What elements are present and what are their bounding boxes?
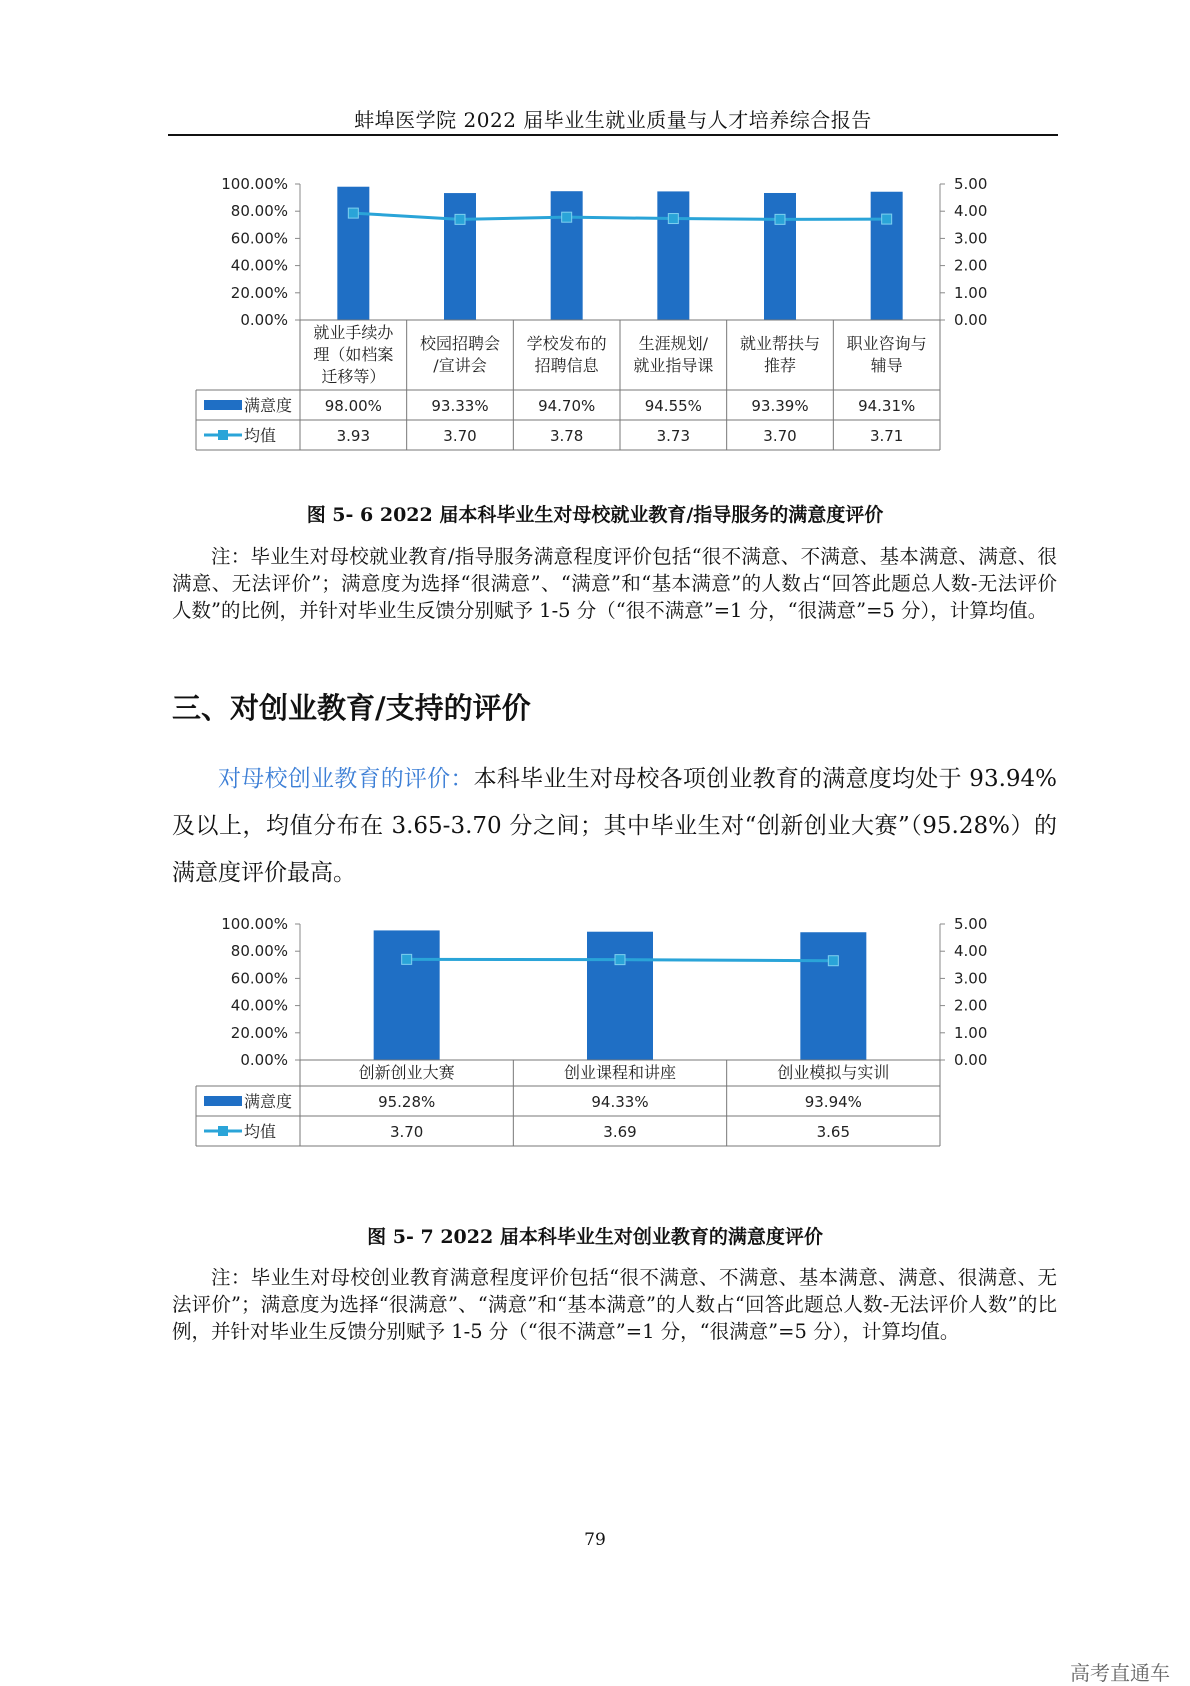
satisfaction-bar <box>444 193 476 320</box>
mean-score-marker <box>615 955 625 965</box>
mean-score-value: 3.69 <box>603 1123 637 1141</box>
mean-score-value: 3.78 <box>549 427 584 445</box>
employment-guidance-satisfaction-chart <box>0 170 1190 470</box>
report-header-title: 蚌埠医学院 2022 届毕业生就业质量与人才培养综合报告 <box>354 108 872 132</box>
mean-score-marker <box>455 214 465 224</box>
satisfaction-value: 95.28% <box>378 1093 436 1111</box>
satisfaction-value: 94.31% <box>858 397 916 415</box>
section-heading: 三、对创业教育/支持的评价 <box>172 691 531 725</box>
category-label: 学校发布的 <box>526 334 607 353</box>
legend-bar-label: 满意度 <box>244 1092 293 1111</box>
category-label: 职业咨询与 <box>846 334 927 353</box>
legend-bar-key <box>204 1096 242 1106</box>
entrepreneurship-satisfaction-chart <box>0 910 1190 1160</box>
category-label: 就业手续办 <box>313 323 394 342</box>
category-label: 辅导 <box>870 356 903 375</box>
satisfaction-bar <box>551 191 583 320</box>
left-tick-label: 20.00% <box>230 1023 288 1042</box>
mean-score-marker <box>402 954 412 964</box>
legend-line-label: 均值 <box>244 426 277 445</box>
legend-line-label: 均值 <box>244 1122 277 1141</box>
right-tick-label: 0.00 <box>954 311 988 329</box>
left-tick-label: 80.00% <box>230 942 288 961</box>
satisfaction-value: 93.39% <box>751 397 809 415</box>
right-tick-label: 5.00 <box>954 175 988 193</box>
category-label: 就业指导课 <box>633 356 714 375</box>
left-tick-label: 0.00% <box>240 1051 288 1069</box>
category-label: 创业模拟与实训 <box>777 1063 890 1082</box>
mean-score-value: 3.70 <box>763 427 797 445</box>
satisfaction-bar <box>800 932 866 1060</box>
left-tick-label: 40.00% <box>230 256 288 275</box>
right-tick-label: 4.00 <box>954 942 988 961</box>
right-tick-label: 2.00 <box>954 256 988 275</box>
category-label: 推荐 <box>763 356 797 375</box>
mean-score-value: 3.73 <box>656 427 691 445</box>
legend-bar-key <box>204 400 242 410</box>
mean-score-marker <box>562 212 572 222</box>
left-tick-label: 20.00% <box>230 283 288 302</box>
legend-line-marker <box>218 430 228 440</box>
satisfaction-bar <box>587 932 653 1060</box>
right-tick-label: 5.00 <box>954 915 988 933</box>
page-number: 79 <box>584 1530 606 1550</box>
category-label: 招聘信息 <box>534 356 599 375</box>
mean-score-marker <box>775 214 785 224</box>
legend-line-marker <box>218 1126 228 1136</box>
category-label: 生涯规划/ <box>638 334 709 353</box>
satisfaction-bar <box>657 191 689 320</box>
right-tick-label: 3.00 <box>954 229 988 248</box>
right-tick-label: 2.00 <box>954 996 988 1015</box>
mean-score-value: 3.71 <box>869 427 904 445</box>
paragraph-lead: 对母校创业教育的评价： <box>218 766 474 792</box>
mean-score-value: 3.93 <box>336 427 371 445</box>
satisfaction-value: 93.33% <box>431 397 489 415</box>
left-tick-label: 80.00% <box>230 202 288 221</box>
category-label: 创新创业大赛 <box>358 1063 455 1082</box>
section-paragraph <box>172 756 1057 897</box>
left-tick-label: 0.00% <box>240 311 288 329</box>
satisfaction-bar <box>374 930 440 1060</box>
category-label: 创业课程和讲座 <box>563 1063 677 1082</box>
category-label: 校园招聘会 <box>419 334 501 353</box>
satisfaction-bar <box>764 193 796 320</box>
right-tick-label: 0.00 <box>954 1051 988 1069</box>
category-label: /宣讲会 <box>433 356 487 375</box>
figure-5-6-note: 注：毕业生对母校就业教育/指导服务满意程度评价包括“很不满意、不满意、基本满意、满意、很满意、无法评价”；满意度为选择“很满意”、“满意”和“基本满意”的人数占“回答此题总人数-无法评价人数”的比例，并针对毕业生反馈分别赋予 1-5 分（“很不满意”=1 分，“很满意”=5 分），计算均值。 <box>172 545 1057 622</box>
right-tick-label: 4.00 <box>954 202 988 221</box>
figure-5-7-caption: 图 5- 7 2022 届本科毕业生对创业教育的满意度评价 <box>367 1226 823 1248</box>
right-tick-label: 3.00 <box>954 969 988 988</box>
satisfaction-value: 94.70% <box>538 397 596 415</box>
left-tick-label: 60.00% <box>230 229 288 248</box>
legend-bar-label: 满意度 <box>244 396 293 415</box>
mean-score-line <box>353 213 886 219</box>
mean-score-marker <box>668 214 678 224</box>
satisfaction-value: 94.55% <box>644 397 702 415</box>
mean-score-value: 3.65 <box>816 1123 851 1141</box>
category-label: 迁移等） <box>321 367 386 386</box>
right-tick-label: 1.00 <box>954 283 988 302</box>
watermark: 高考直通车 <box>1070 1661 1170 1685</box>
left-tick-label: 100.00% <box>221 915 288 933</box>
satisfaction-bar <box>871 192 903 320</box>
satisfaction-bar <box>337 187 369 320</box>
paragraph-body: 本科毕业生对母校各项创业教育的满意度均处于 93.94%及以上，均值分布在 3.65-3.70 分之间；其中毕业生对“创新创业大赛”（95.28%）的满意度评价最高。 <box>172 766 1058 886</box>
mean-score-value: 3.70 <box>389 1123 424 1141</box>
mean-score-marker <box>828 956 838 966</box>
header-rule <box>168 134 1058 136</box>
mean-score-marker <box>348 208 358 218</box>
left-tick-label: 40.00% <box>230 996 288 1015</box>
satisfaction-value: 93.94% <box>804 1093 862 1111</box>
figure-5-7-note: 注：毕业生对母校创业教育满意程度评价包括“很不满意、不满意、基本满意、满意、很满意、无法评价”；满意度为选择“很满意”、“满意”和“基本满意”的人数占“回答此题总人数-无法评价人数”的比例，并针对毕业生反馈分别赋予 1-5 分（“很不满意”=1 分，“很满意”=5 分），计算均值。 <box>172 1266 1057 1343</box>
mean-score-marker <box>882 214 892 224</box>
satisfaction-value: 98.00% <box>324 397 382 415</box>
category-label: 理（如档案 <box>313 345 394 364</box>
right-tick-label: 1.00 <box>954 1023 988 1042</box>
satisfaction-value: 94.33% <box>591 1093 649 1111</box>
mean-score-value: 3.70 <box>443 427 477 445</box>
category-label: 就业帮扶与 <box>739 334 821 353</box>
left-tick-label: 100.00% <box>221 175 288 193</box>
left-tick-label: 60.00% <box>230 969 288 988</box>
figure-5-6-caption: 图 5- 6 2022 届本科毕业生对母校就业教育/指导服务的满意度评价 <box>306 504 884 526</box>
